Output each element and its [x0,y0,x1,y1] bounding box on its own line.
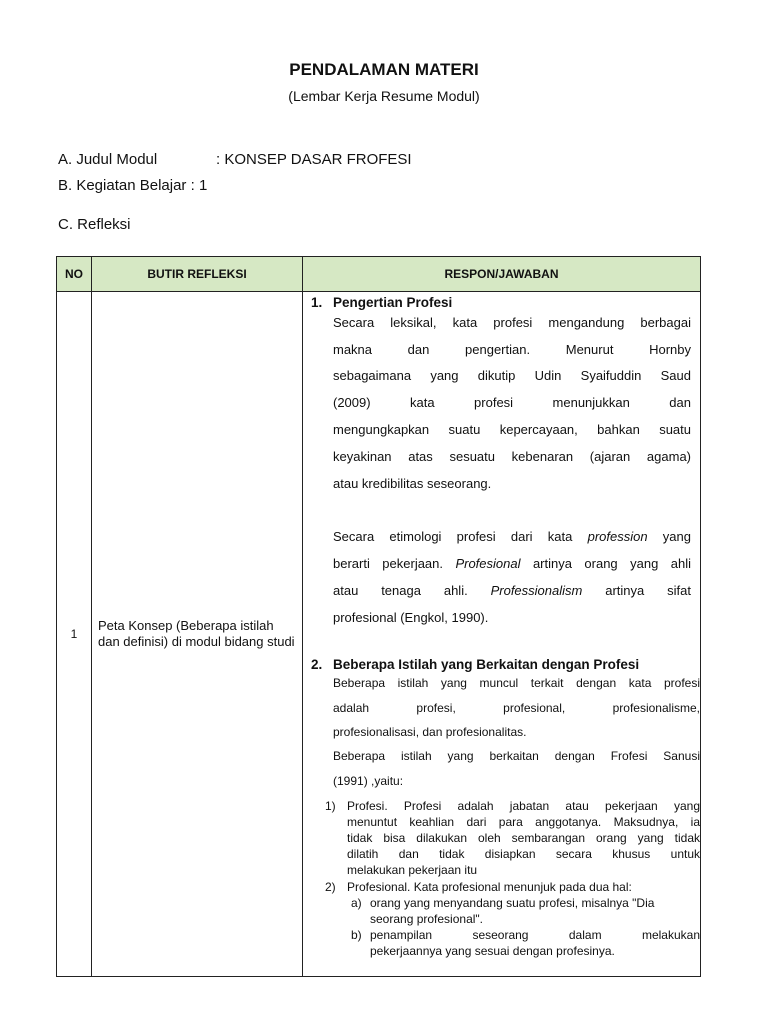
s2-line: Beberapa istilah yang muncul terkait dengan kata profesi [333,676,700,690]
s1-line: mengungkapkan suatu kepercayaan, bahkan suatu [333,422,691,437]
row-response [303,292,701,977]
s1-line: atau kredibilitas seseorang. [333,476,492,491]
header-butir-refleksi: BUTIR REFLEKSI [92,257,303,292]
s1-line: (2009) kata profesi menunjukkan dan [333,395,691,410]
page-subtitle: (Lembar Kerja Resume Modul) [288,88,480,104]
s1-etimologi-line: profesional (Engkol, 1990). [333,610,489,625]
s1-line: Secara leksikal, kata profesi mengandung berbagai [333,315,691,330]
section-1-number: 1. [311,295,323,310]
header-respon-jawaban: RESPON/JAWABAN [303,257,701,292]
meta-kegiatan-belajar [58,177,207,194]
item-1-line: melakukan pekerjaan itu [347,863,478,877]
s2-line: (1991) ,yaitu: [333,774,404,788]
s1-line: makna dan pengertian. Menurut Hornby [333,342,691,357]
reflection-table [56,256,701,977]
s2-line: profesionalisasi, dan profesionalitas. [333,725,527,739]
kegiatan-belajar-label: B. Kegiatan Belajar : [58,177,195,194]
item-1-line: Profesi. Profesi adalah jabatan atau pekerjaan yang [347,799,700,813]
item-1-number: 1) [325,799,336,813]
s1-etimologi-line: atau tenaga ahli. Professionalism artinya sifat [333,583,692,598]
item-1-line: dilatih dan tidak disiapkan secara khusus untuk [347,847,700,861]
s2-line: adalah profesi, profesional, profesionalisme, [333,701,700,715]
row-number: 1 [57,292,92,977]
s1-etimologi-line: berarti pekerjaan. Profesional artinya orang yang ahli [333,556,691,571]
judul-modul-label: A. Judul Modul [58,151,158,168]
meta-judul-modul [58,151,412,168]
item-a-line: orang yang menyandang suatu profesi, misalnya "Dia [370,896,655,910]
item-2-number: 2) [325,880,336,894]
table-header-row [57,257,701,292]
meta-refleksi: C. Refleksi [58,216,131,233]
item-1-line: menuntut keahlian dari para anggotanya. Maksudnya, ia [347,815,700,829]
page-title: PENDALAMAN MATERI [289,60,479,79]
header-no: NO [57,257,92,292]
s1-line: sebagaimana yang dikutip Udin Syaifuddin Saud [333,368,691,383]
table-row [57,292,701,977]
s1-line: keyakinan atas sesuatu kebenaran (ajaran agama) [333,449,691,464]
judul-modul-value: : KONSEP DASAR FROFESI [216,151,412,168]
item-a-line: seorang profesional". [370,912,483,926]
section-2-title: Beberapa Istilah yang Berkaitan dengan Profesi [333,657,640,672]
section-2-number: 2. [311,657,323,672]
item-2-line: Profesional. Kata profesional menunjuk pada dua hal: [347,880,632,894]
item-a-number: a) [351,896,362,910]
s2-line: Beberapa istilah yang berkaitan dengan Frofesi Sanusi [333,749,700,763]
item-1-line: tidak bisa dilakukan oleh sembarangan orang yang tidak [347,831,700,845]
kegiatan-belajar-value: 1 [198,177,208,194]
item-b-line: pekerjaannya yang sesuai dengan profesinya. [370,944,615,958]
row-butir-text: Peta Konsep (Beberapa istilah dan definisi) di modul bidang studi [92,292,303,977]
item-b-number: b) [351,928,362,942]
s1-etimologi-line: Secara etimologi profesi dari kata profession yang [333,529,691,544]
section-1-title: Pengertian Profesi [333,295,453,310]
item-b-line: penampilan seseorang dalam melakukan [370,928,700,942]
